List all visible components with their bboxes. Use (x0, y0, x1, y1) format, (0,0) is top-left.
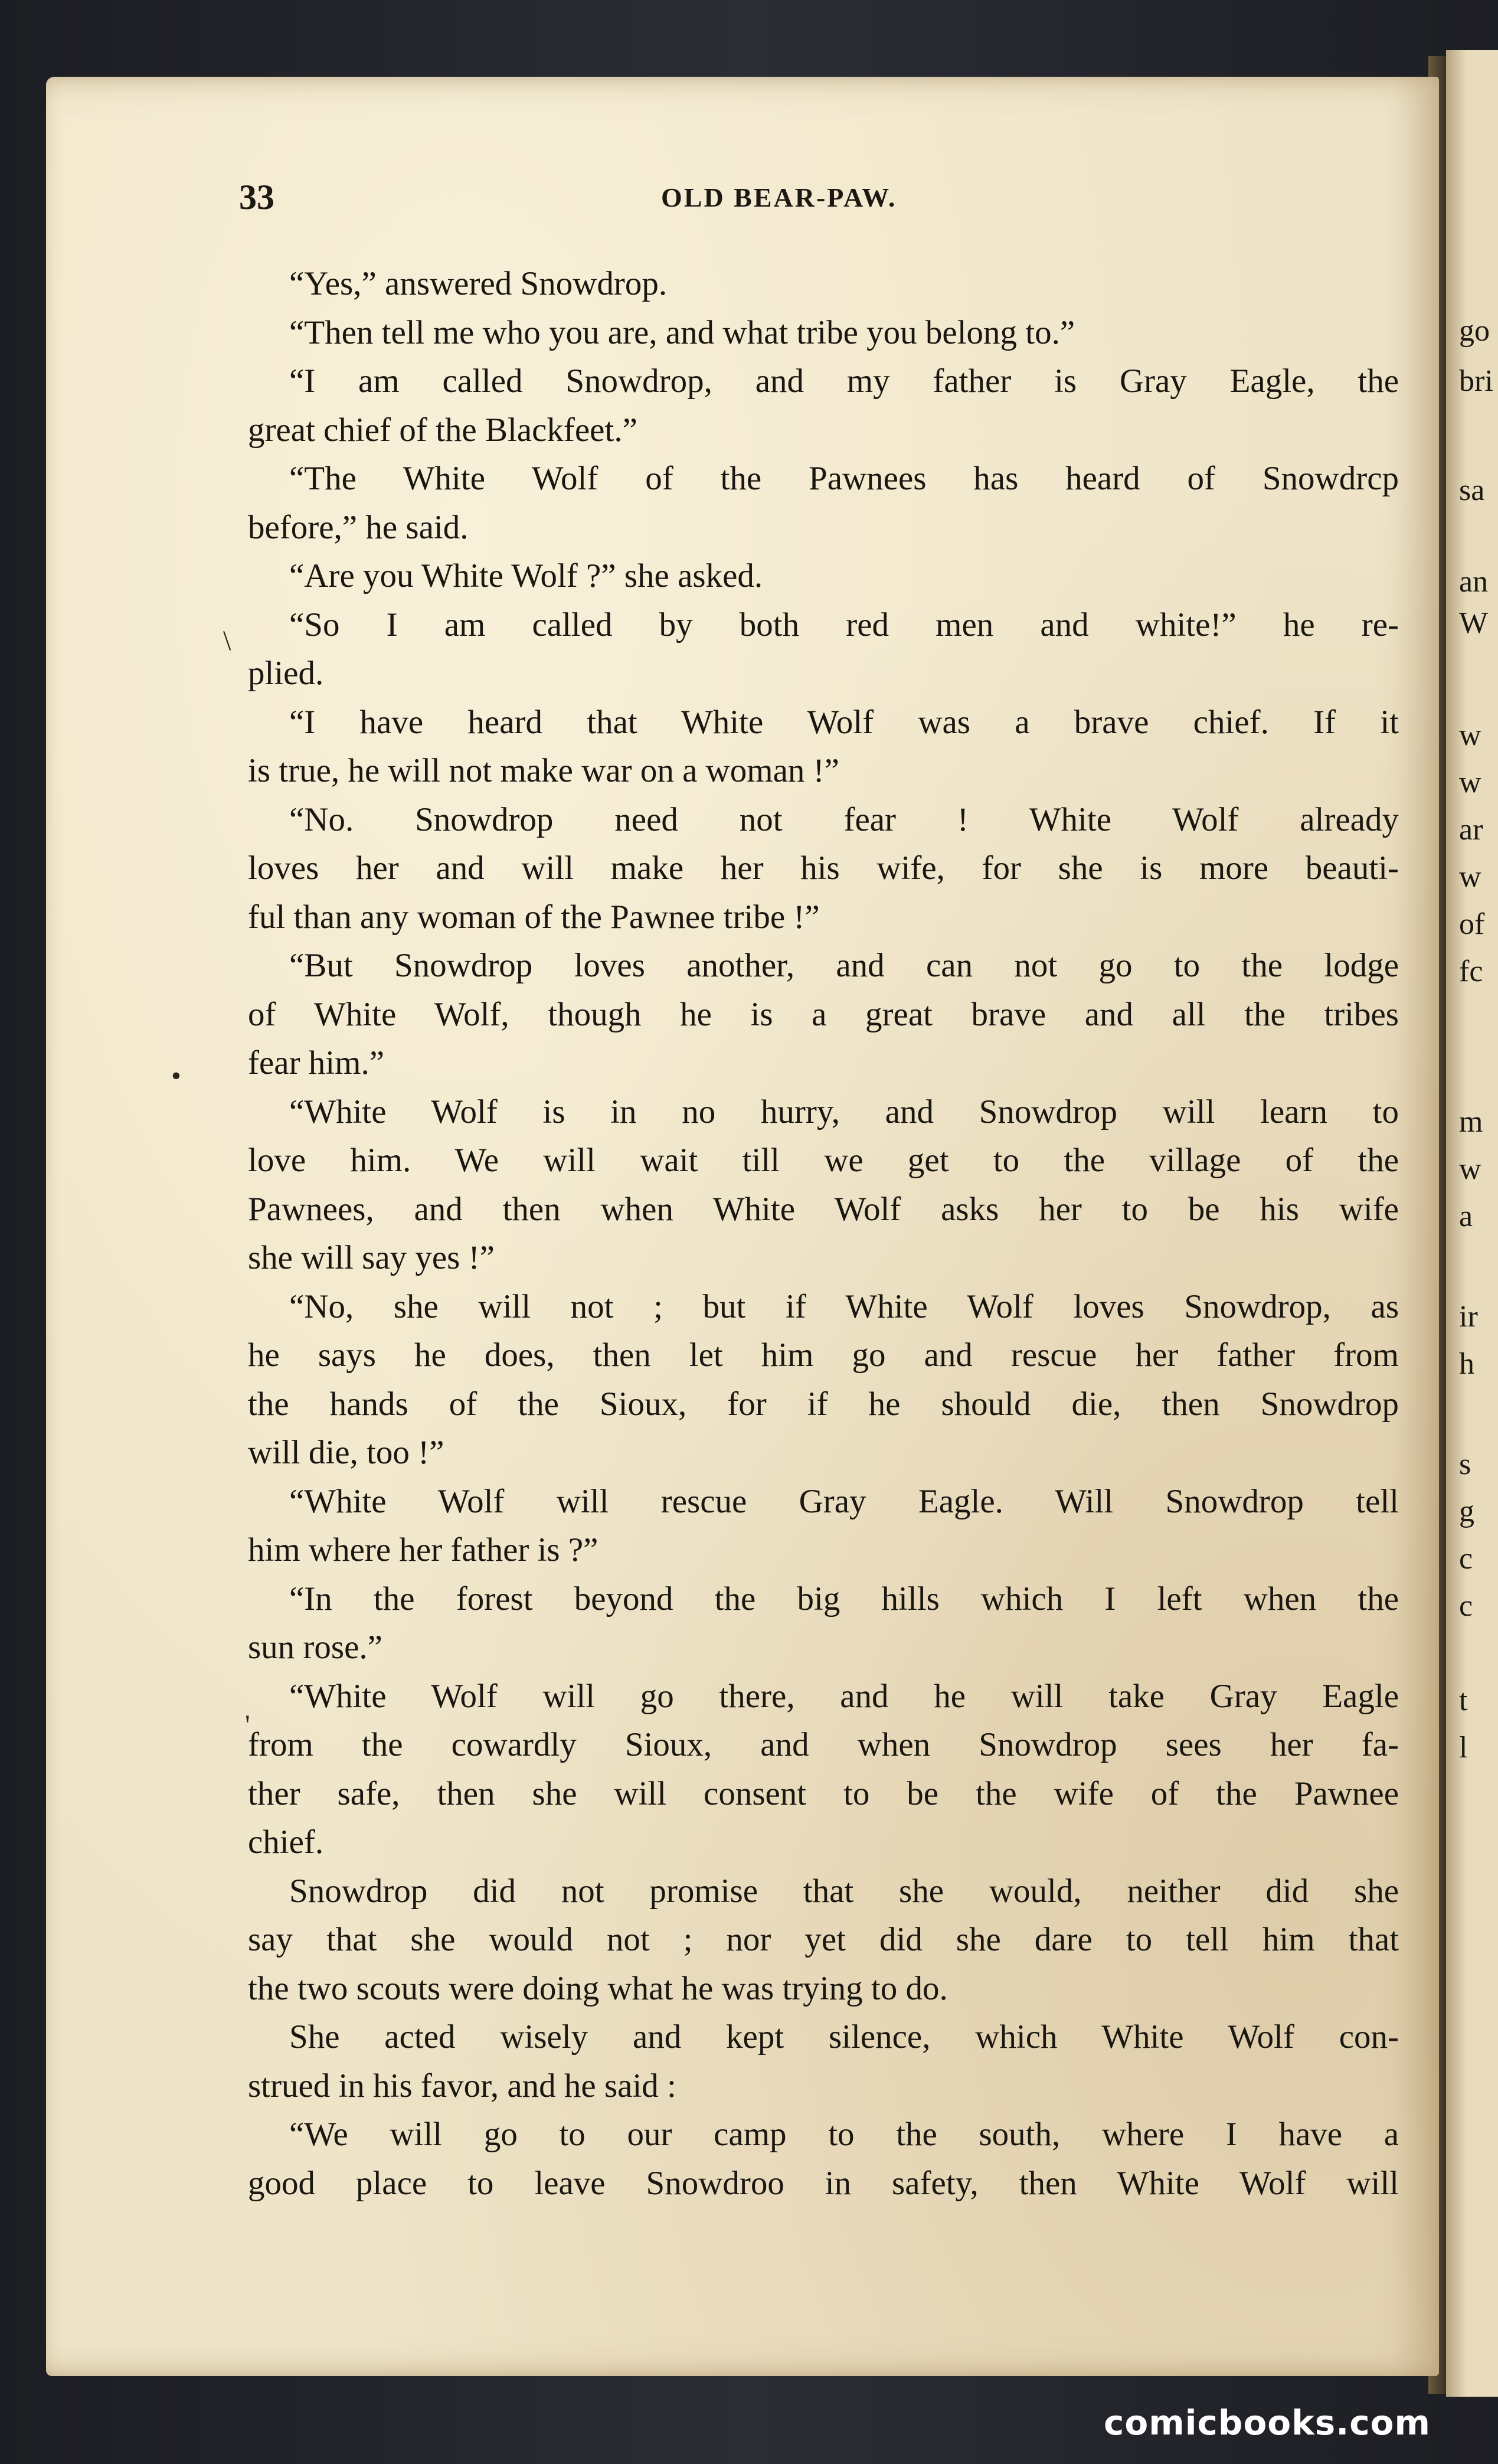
text-line: Snowdrop did not promise that she would, neither did she (289, 1872, 1399, 1910)
adjacent-page-fragment: sa (1459, 473, 1485, 507)
text-line: from the cowardly Sioux, and when Snowdrop sees her fa- (248, 1726, 1399, 1763)
adjacent-page-fragment: of (1459, 907, 1485, 941)
text-line: good place to leave Snowdroo in safety, then White Wolf will (248, 2164, 1399, 2202)
adjacent-page-fragment: bri (1459, 364, 1493, 398)
running-head: OLD BEAR-PAW. (661, 182, 897, 213)
adjacent-page-fragment: go (1459, 314, 1490, 348)
text-line: love him. We will wait till we get to the village of the (248, 1142, 1399, 1179)
text-line: “I am called Snowdrop, and my father is Gray Eagle, the (289, 362, 1399, 400)
adjacent-page-fragment: fc (1459, 955, 1483, 988)
text-line: “But Snowdrop loves another, and can not go to the lodge (289, 947, 1399, 984)
adjacent-page-fragment: w (1459, 718, 1481, 752)
text-line: the hands of the Sioux, for if he should die, then Snowdrop (248, 1385, 1399, 1423)
text-line: will die, too !” (248, 1434, 444, 1471)
text-line: “The White Wolf of the Pawnees has heard of Snowdrcp (289, 460, 1399, 497)
adjacent-page-fragment: h (1459, 1347, 1474, 1381)
text-line: chief. (248, 1824, 324, 1861)
text-line: “I have heard that White Wolf was a brave chief. If it (289, 703, 1399, 741)
page-number: 33 (239, 178, 274, 217)
adjacent-page-fragment: a (1459, 1200, 1473, 1233)
text-line: loves her and will make her his wife, for she is more beauti- (248, 849, 1399, 887)
adjacent-page-edge (1446, 50, 1498, 2397)
adjacent-page-fragment: ir (1459, 1300, 1478, 1334)
text-line: plied. (248, 655, 324, 692)
margin-mark: \ (223, 625, 231, 656)
text-line: “In the forest beyond the big hills which I left when the (289, 1580, 1399, 1617)
text-line: “White Wolf will rescue Gray Eagle. Will Snowdrop tell (289, 1482, 1399, 1520)
text-line: She acted wisely and kept silence, which White Wolf con- (289, 2018, 1399, 2055)
text-line: ful than any woman of the Pawnee tribe !” (248, 898, 820, 936)
text-line: great chief of the Blackfeet.” (248, 411, 637, 449)
text-line: ther safe, then she will consent to be the wife of the Pawnee (248, 1775, 1399, 1812)
text-line: is true, he will not make war on a woman !” (248, 752, 839, 789)
text-line: before,” he said. (248, 508, 469, 546)
text-line: of White Wolf, though he is a great brave and all the tribes (248, 995, 1399, 1033)
text-line: sun rose.” (248, 1629, 382, 1666)
text-line: she will say yes !” (248, 1239, 495, 1276)
text-line: “White Wolf will go there, and he will take Gray Eagle (289, 1677, 1399, 1715)
text-line: Pawnees, and then when White Wolf asks her to be his wife (248, 1190, 1399, 1228)
text-line: “Then tell me who you are, and what tribe you belong to.” (289, 313, 1075, 351)
adjacent-page-fragment: W (1459, 606, 1489, 640)
adjacent-page-fragment: c (1459, 1589, 1473, 1623)
adjacent-page-fragment: an (1459, 565, 1489, 599)
text-line: “No, she will not ; but if White Wolf loves Snowdrop, as (289, 1287, 1399, 1325)
text-line: “Yes,” answered Snowdrop. (289, 265, 668, 302)
adjacent-page-fragment: ar (1459, 813, 1483, 847)
text-line: say that she would not ; nor yet did she dare to tell him that (248, 1921, 1399, 1958)
text-line: strued in his favor, and he said : (248, 2067, 676, 2104)
adjacent-page-fragment: c (1459, 1542, 1473, 1576)
text-line: “White Wolf is in no hurry, and Snowdrop will learn to (289, 1093, 1399, 1130)
adjacent-page-fragment: g (1459, 1495, 1474, 1528)
text-line: he says he does, then let him go and rescue her father from (248, 1336, 1399, 1374)
margin-mark: • (171, 1060, 181, 1092)
adjacent-page-fragment: w (1459, 766, 1481, 799)
watermark: comicbooks.com (1104, 2403, 1431, 2443)
adjacent-page-fragment: m (1459, 1105, 1483, 1139)
adjacent-page-fragment: s (1459, 1447, 1471, 1481)
adjacent-page-fragment: w (1459, 860, 1481, 894)
text-line: “Are you White Wolf ?” she asked. (289, 557, 763, 594)
adjacent-page-fragment: t (1459, 1684, 1468, 1717)
adjacent-page-fragment: l (1459, 1731, 1468, 1764)
text-line: “We will go to our camp to the south, where I have a (289, 2116, 1399, 2153)
text-line: “So I am called by both red men and white!” he re- (289, 606, 1399, 643)
margin-mark: ' (245, 1710, 250, 1741)
text-line: fear him.” (248, 1044, 385, 1081)
text-line: the two scouts were doing what he was trying to do. (248, 1969, 948, 2007)
body-text (248, 260, 1399, 2208)
text-line: “No. Snowdrop need not fear ! White Wolf already (289, 800, 1399, 838)
adjacent-page-fragment: w (1459, 1152, 1481, 1186)
text-line: him where her father is ?” (248, 1531, 598, 1568)
